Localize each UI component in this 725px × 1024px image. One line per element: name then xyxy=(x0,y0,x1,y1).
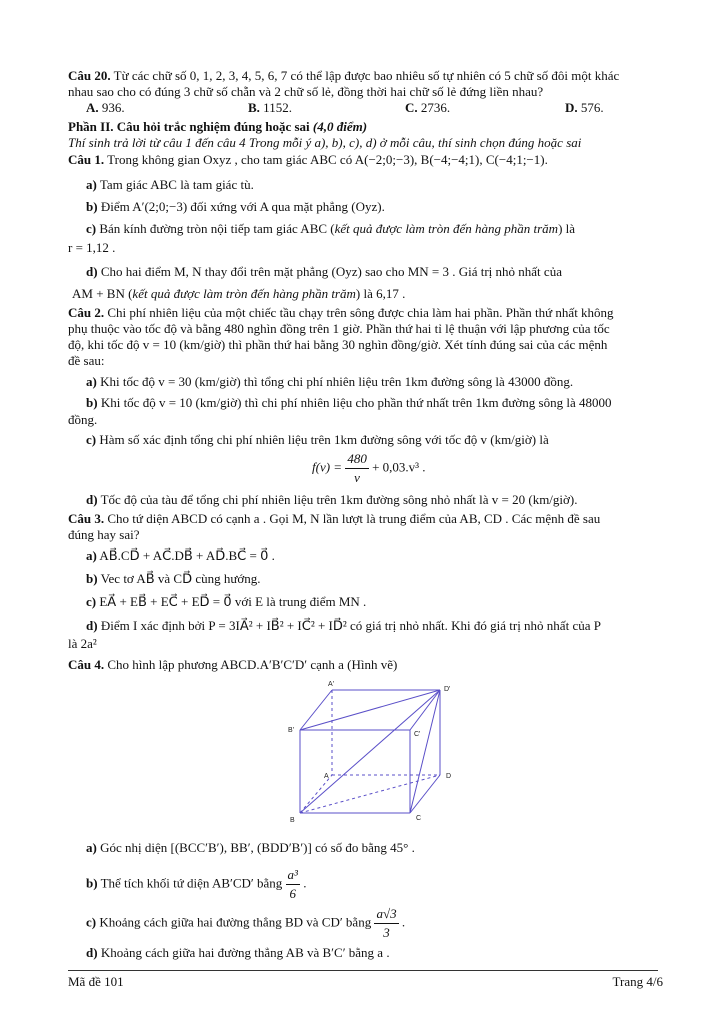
q3-d xyxy=(86,618,601,634)
q4-c-text1: Khoảng cách giữa hai đường thẳng BD và CD′ bằng xyxy=(96,914,372,930)
cube-label-c1: C' xyxy=(414,731,421,738)
cube-label-b: B xyxy=(290,817,295,824)
q3-head: Câu 3. xyxy=(68,511,105,526)
cube-label-d: D xyxy=(446,773,452,780)
q2-c-text: Hàm số xác định tổng chi phí nhiên liệu trên 1km đường sông với tốc độ v (km/giờ) là xyxy=(96,432,549,447)
q2-c xyxy=(86,432,549,448)
cube-label-b1: B' xyxy=(288,727,295,734)
q20-choice-c-label: C. xyxy=(405,100,418,115)
q2-line1 xyxy=(68,305,614,321)
q4-b-den: 6 xyxy=(289,886,296,901)
q2-line4: đề sau: xyxy=(68,353,105,368)
q4-c-label: c) xyxy=(86,914,97,930)
q20-choice-d-label: D. xyxy=(565,100,578,115)
q3-b-text: Vec tơ AB⃗ và CD⃗ cùng hướng. xyxy=(97,571,261,586)
q1-b-label: b) xyxy=(86,199,98,214)
q4-stem xyxy=(68,657,397,673)
footer-page-number: Trang 4/6 xyxy=(612,974,663,989)
q4-c xyxy=(86,905,405,942)
part2-points: (4,0 điểm) xyxy=(312,119,368,134)
q1-a-text: Tam giác ABC là tam giác tù. xyxy=(96,177,254,192)
q1-stem xyxy=(68,152,548,168)
q4-d-text: Khoảng cách giữa hai đường thẳng AB và B′C′ bằng a . xyxy=(97,945,390,960)
q2-d-text: Tốc độ của tàu để tổng chi phí nhiên liệu trên 1km đường sông nhỏ nhất là v = 20 (km/giờ). xyxy=(97,492,578,507)
q3-a-label: a) xyxy=(86,548,97,563)
q20-choice-b xyxy=(248,100,292,116)
q20-head: Câu 20. xyxy=(68,68,111,83)
q1-b-text: Điểm A′(2;0;−3) đối xứng với A qua mặt phẳng (Oyz). xyxy=(97,199,385,214)
q3-a xyxy=(86,548,275,564)
q2-formula-fraction xyxy=(345,450,369,487)
q4-c-num: a√3 xyxy=(374,905,398,924)
footer-rule xyxy=(68,970,658,971)
q4-b-text1: Thể tích khối tứ diện AB′CD′ bằng xyxy=(97,875,283,891)
edge-b1-a1 xyxy=(300,690,332,730)
q2-b-text1: Khi tốc độ v = 10 (km/giờ) thì chi phí nhiên liệu cho phần thứ nhất trên 1km đường sông là 48000 xyxy=(97,395,612,410)
q1-b xyxy=(86,199,385,215)
q2-formula-right: + 0,03.v³ . xyxy=(372,459,426,475)
q1-stem-text: Trong không gian Oxyz , cho tam giác ABC có A(−2;0;−3), B(−4;−4;1), C(−4;1;−1). xyxy=(104,152,548,167)
q2-d xyxy=(86,492,577,508)
q4-c-fraction xyxy=(374,905,398,942)
q1-head: Câu 1. xyxy=(68,152,105,167)
edge-b-a xyxy=(300,775,332,813)
q3-d-line2: là 2a² xyxy=(68,636,97,651)
q3-d-text1: Điểm I xác định bởi P = 3IA⃗² + IB⃗² + IC⃗² + ID⃗² có giá trị nhỏ nhất. Khi đó giá trị nhỏ nhất của P xyxy=(97,618,601,633)
cube-label-a1: A' xyxy=(328,681,335,688)
q3-d-label: d) xyxy=(86,618,98,633)
q20-choice-a xyxy=(86,100,125,116)
q20-choice-d xyxy=(565,100,604,116)
q4-d-label: d) xyxy=(86,945,98,960)
q1-d-text2b: ) là 6,17 . xyxy=(355,286,406,301)
q1-c-text2: ) là xyxy=(558,221,576,236)
q1-c-label: c) xyxy=(86,221,97,236)
q2-b-line2: đồng. xyxy=(68,412,98,427)
q2-line2: phụ thuộc vào tốc độ và bằng 480 nghìn đồng trên 1 giờ. Phần thứ hai tỉ lệ thuận với lập phương của tốc xyxy=(68,321,610,336)
q2-formula-den: v xyxy=(354,470,360,485)
cube-label-d1: D' xyxy=(444,686,451,693)
q2-formula-left: f(v) = xyxy=(312,459,343,475)
q1-d xyxy=(86,264,562,280)
q1-d-note: kết quả được làm tròn đến hàng phần trăm xyxy=(132,286,356,301)
part2-title: Phần II. Câu hỏi trắc nghiệm đúng hoặc sai xyxy=(68,119,310,134)
q1-a xyxy=(86,177,254,193)
q1-d-text2a: AM + BN ( xyxy=(72,286,133,301)
cube-label-c: C xyxy=(416,815,422,822)
q4-c-den: 3 xyxy=(383,925,390,940)
q3-line2: đúng hay sai? xyxy=(68,527,140,542)
q20-choice-d-value: 576. xyxy=(580,100,604,115)
q1-c xyxy=(86,221,575,237)
q20-line2: nhau sao cho có đúng 3 chữ số chẵn và 2 chữ số lẻ, đồng thời hai chữ số lẻ đứng liền nhau? xyxy=(68,84,544,99)
q1-d-line2 xyxy=(72,286,405,302)
q3-c-label: c) xyxy=(86,594,97,609)
q20-choice-b-label: B. xyxy=(248,100,260,115)
q4-a-label: a) xyxy=(86,840,97,855)
q2-b xyxy=(86,395,612,411)
q2-formula-num: 480 xyxy=(345,450,369,469)
q4-a xyxy=(86,840,415,856)
diag-b-d1 xyxy=(300,690,440,813)
q2-a-text: Khi tốc độ v = 30 (km/giờ) thì tổng chi phí nhiên liệu trên 1km đường sông là 43000 đồng. xyxy=(96,374,574,389)
q20-choice-a-value: 936. xyxy=(101,100,125,115)
q4-stem-text: Cho hình lập phương ABCD.A′B′C′D′ cạnh a (Hình vẽ) xyxy=(104,657,398,672)
q4-b-text2: . xyxy=(299,875,307,891)
q20-choice-b-value: 1152. xyxy=(263,100,292,115)
q1-c-text1: Bán kính đường tròn nội tiếp tam giác ABC ( xyxy=(96,221,335,236)
q3-b xyxy=(86,571,261,587)
q2-formula xyxy=(312,450,426,487)
q2-text1: Chi phí nhiên liệu của một chiếc tầu chạy trên sông được chia làm hai phần. Phần thứ nhất không xyxy=(104,305,614,320)
q20-text1: Từ các chữ số 0, 1, 2, 3, 4, 5, 6, 7 có thể lập được bao nhiêu số tự nhiên có 5 chữ số đôi một khác xyxy=(110,68,620,83)
q1-c-note: kết quả được làm tròn đến hàng phần trăm xyxy=(334,221,559,236)
q4-c-text2: . xyxy=(398,914,406,930)
q4-a-text: Góc nhị diện [(BCC′B′), BB′, (BDD′B′)] có số đo bằng 45° . xyxy=(96,840,415,855)
q3-line1 xyxy=(68,511,600,527)
footer-exam-code: Mã đề 101 xyxy=(68,974,124,989)
q20-choice-c-value: 2736. xyxy=(420,100,451,115)
q1-c-result: r = 1,12 . xyxy=(68,240,116,255)
q4-b xyxy=(86,866,306,903)
q3-a-text: AB⃗.CD⃗ + AC⃗.DB⃗ + AD⃗.BC⃗ = 0⃗ . xyxy=(96,548,275,563)
q4-b-num: a³ xyxy=(286,866,300,885)
q4-d xyxy=(86,945,390,961)
q2-line3: độ, khi tốc độ v = 10 (km/giờ) thì phần thứ hai bằng 30 nghìn đồng/giờ. Xét tính đúng sai của các mệnh xyxy=(68,337,608,352)
q2-d-label: d) xyxy=(86,492,98,507)
q20-choice-c xyxy=(405,100,450,116)
q3-b-label: b) xyxy=(86,571,98,586)
part2-heading xyxy=(68,119,367,135)
q1-d-text1: Cho hai điểm M, N thay đổi trên mặt phẳng (Oyz) sao cho MN = 3 . Giá trị nhỏ nhất của xyxy=(97,264,562,279)
q4-b-fraction xyxy=(286,866,300,903)
q2-c-label: c) xyxy=(86,432,97,447)
q3-text1: Cho tứ diện ABCD có cạnh a . Gọi M, N lần lượt là trung điểm của AB, CD . Các mệnh đề sau xyxy=(104,511,601,526)
cube-label-a: A xyxy=(324,773,329,780)
q20-choice-a-label: A. xyxy=(86,100,99,115)
part2-instruction: Thí sinh trả lời từ câu 1 đến câu 4 Trong mỗi ý a), b), c), d) ở mỗi câu, thí sinh chọn đúng hoặc sai xyxy=(68,135,582,150)
q2-head: Câu 2. xyxy=(68,305,105,320)
q2-b-label: b) xyxy=(86,395,98,410)
q3-c-text: EA⃗ + EB⃗ + EC⃗ + ED⃗ = 0⃗ với E là trung điểm MN . xyxy=(96,594,367,609)
cube-figure xyxy=(270,680,470,830)
q20-line1 xyxy=(68,68,619,84)
q3-c xyxy=(86,594,366,610)
q1-d-label: d) xyxy=(86,264,98,279)
diag-b1-d1 xyxy=(300,690,440,730)
q2-a-label: a) xyxy=(86,374,97,389)
q4-head: Câu 4. xyxy=(68,657,105,672)
q2-a xyxy=(86,374,573,390)
q4-b-label: b) xyxy=(86,875,98,891)
q1-a-label: a) xyxy=(86,177,97,192)
